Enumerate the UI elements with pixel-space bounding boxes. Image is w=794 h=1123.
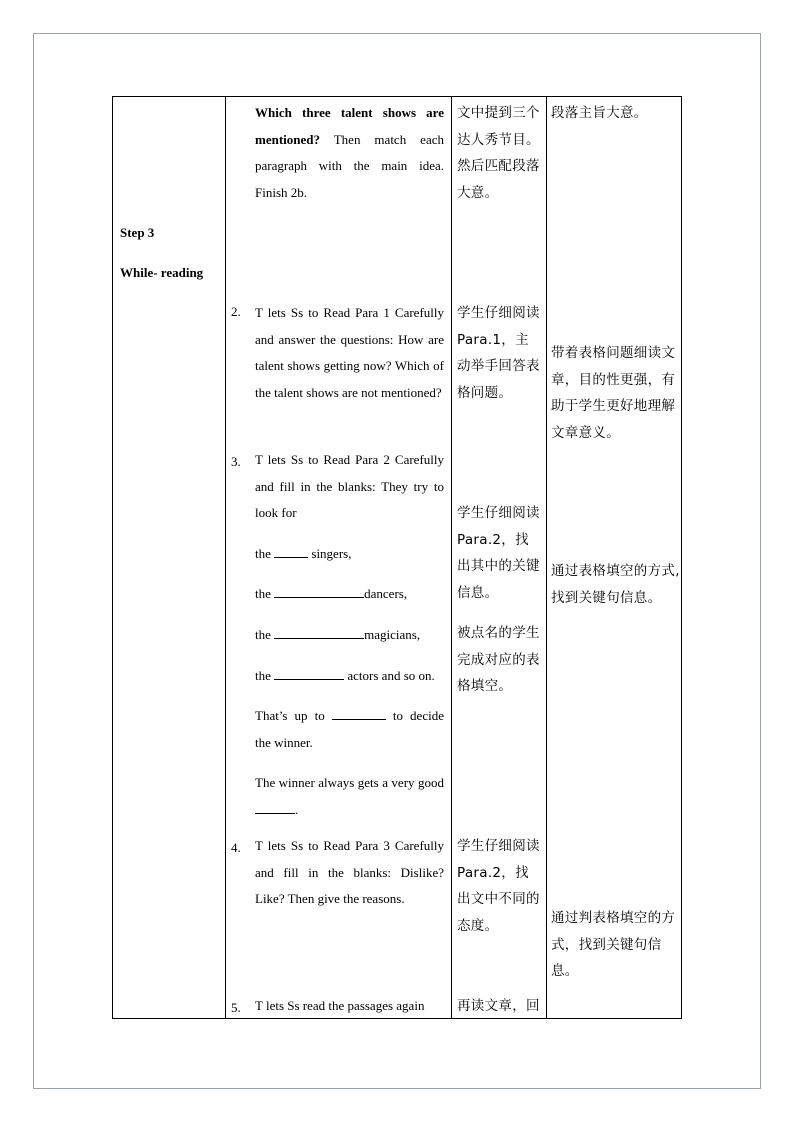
purpose-1: 段落主旨大意。	[551, 105, 648, 121]
student-activity-5: 再读文章，回	[457, 998, 540, 1014]
teacher-activity-1	[255, 100, 444, 206]
purpose-2: 带着表格问题细读文章，目的性更强，有助于学生更好地理解文章意义。	[551, 345, 676, 441]
fill-blank	[274, 626, 364, 639]
teacher-activity-2: T lets Ss to Read Para 1 Carefully and answer the questions: How are talent shows getting now? Which of the talent shows are not mentioned?	[255, 305, 444, 400]
teacher-activity-1-rest: Then match each paragraph with the main idea. Finish 2b.	[255, 131, 444, 200]
step-title: Step 3	[120, 225, 155, 240]
teacher-activity-5: T lets Ss read the passages again	[255, 998, 425, 1013]
activity-3-intro: T lets Ss to Read Para 2 Carefully and fill in the blanks: They try to look for	[255, 452, 444, 521]
column-divider	[451, 97, 452, 1018]
blank-line-actors: the actors and so on.	[255, 667, 435, 683]
blank-line-singers: the singers,	[255, 545, 352, 561]
blank-line-winner: That’s up to to decide the winner.	[255, 708, 444, 750]
blank-line-dancers: the dancers,	[255, 586, 408, 602]
step-subtitle: While- reading	[120, 265, 204, 280]
teacher-activity-3	[255, 447, 444, 824]
fill-blank	[255, 801, 295, 814]
student-activity-4: 学生仔细阅读Para.2，找出文中不同的态度。	[457, 838, 540, 934]
column-divider	[225, 97, 226, 1018]
student-activity-1: 文中提到三个达人秀节目。然后匹配段落大意。	[457, 105, 540, 201]
lesson-plan-table	[112, 96, 682, 1019]
column-divider	[546, 97, 547, 1018]
student-activity-3b: 被点名的学生完成对应的表格填空。	[457, 625, 540, 695]
item-number: 4.	[231, 840, 241, 855]
purpose-4: 通过判表格填空的方式，找到关键句信息。	[551, 910, 676, 980]
student-activity-2: 学生仔细阅读Para.1，主动举手回答表格问题。	[457, 305, 540, 401]
fill-blank	[274, 585, 364, 598]
fill-blank	[274, 667, 344, 680]
item-number: 3.	[231, 454, 241, 469]
purpose-3: 通过表格填空的方式,找到关键句信息。	[551, 563, 680, 606]
teacher-activity-1-question: Which three talent shows are mentioned?	[255, 105, 444, 147]
teacher-activity-4: T lets Ss to Read Para 3 Carefully and fill in the blanks: Dislike? Like? Then give the reasons.	[255, 838, 444, 907]
blank-line-magicians: the magicians,	[255, 626, 421, 642]
student-activity-3a: 学生仔细阅读Para.2，找出其中的关键信息。	[457, 505, 540, 601]
blank-line-prize: The winner always gets a very good .	[255, 775, 444, 817]
item-number: 5.	[231, 1000, 241, 1015]
fill-blank	[332, 707, 386, 720]
fill-blank	[274, 545, 308, 558]
item-number: 2.	[231, 304, 241, 319]
